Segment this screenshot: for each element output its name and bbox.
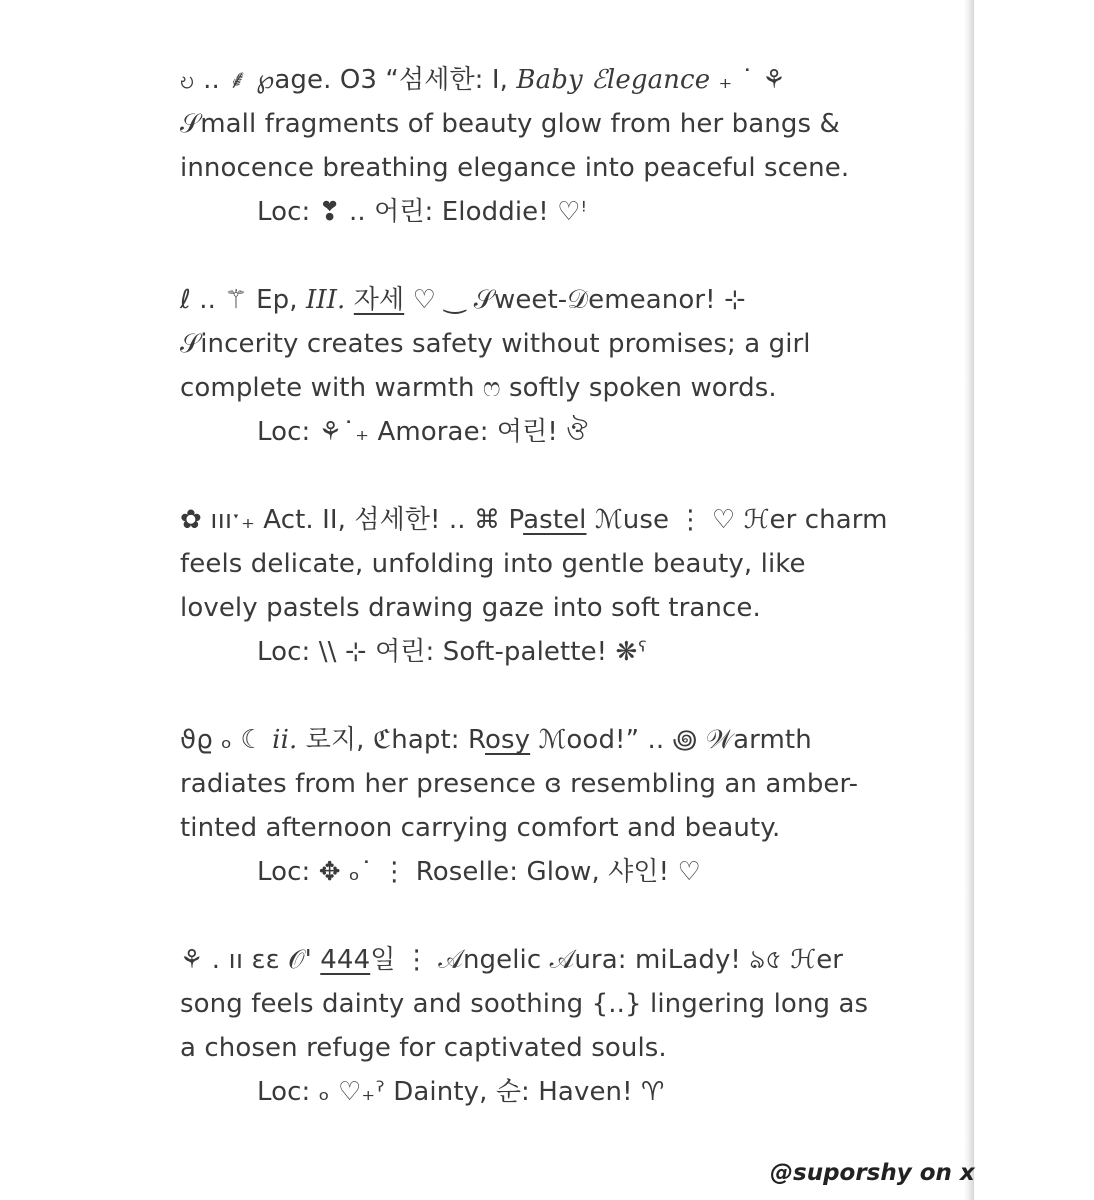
- entry: [180, 278, 920, 454]
- entry-heading: ϑϱ ₒ ☾ ii. 로지, ℭhapt: Rosy ℳood!” .. ꩜ 𝒲armth: [180, 725, 812, 755]
- entry: [180, 938, 920, 1114]
- entry-location: Loc: \\ ⊹ 여린: Soft-palette! ❋ˁ: [257, 637, 648, 667]
- entry-body-line: feels delicate, unfolding into gentle beauty, like: [180, 549, 806, 579]
- entry-location: Loc: ₒ ♡₊ˀ Dainty, 순: Haven! ♈: [257, 1077, 665, 1107]
- entry-heading: ✿ ıııˑ₊ Act. II, 섬세한! .. ⌘ Pastel ℳuse ⋮ ♡ ℋer charm: [180, 505, 888, 535]
- entry-body-line: innocence breathing elegance into peaceful scene.: [180, 153, 850, 183]
- entry-heading: ဎ .. ⸙ ℘age. O3 “섬세한: I, Baby ℰlegance ₊ ˙ ⚘: [180, 65, 786, 95]
- entry-body-line: a chosen refuge for captivated souls.: [180, 1033, 667, 1063]
- entry-body-line: 𝒮incerity creates safety without promises; a girl: [180, 329, 811, 359]
- entry: [180, 58, 920, 234]
- entry-body-line: radiates from her presence ɞ resembling an amber-: [180, 769, 859, 799]
- entry: [180, 498, 920, 674]
- page-edge-right: [964, 0, 974, 1200]
- entry-location: Loc: ✥ ₒ˙ ⋮ Roselle: Glow, 샤인! ♡: [257, 857, 701, 887]
- entry-heading: ℓ .. ⚚ Ep, III. 자세 ♡ ‿ 𝒮weet-𝒟emeanor! ⊹: [180, 285, 746, 315]
- entry-body-line: lovely pastels drawing gaze into soft trance.: [180, 593, 761, 623]
- entry-body-line: song feels dainty and soothing {..} lingering long as: [180, 989, 869, 1019]
- entry-body-line: tinted afternoon carrying comfort and beauty.: [180, 813, 781, 843]
- entry-body-line: 𝒮mall fragments of beauty glow from her bangs &: [180, 109, 840, 139]
- entry-location: Loc: ⚘˙₊ Amorae: 여린! ঔ: [257, 417, 588, 447]
- entry-list: [180, 58, 920, 1158]
- entry-location: Loc: ❣ .. 어린: Eloddie! ♡ꜝ: [257, 197, 588, 227]
- entry-body-line: complete with warmth ෆ softly spoken words.: [180, 373, 777, 403]
- entry: [180, 718, 920, 894]
- entry-heading: ⚘ . ıı ɛɛ 𝒪' 444일 ⋮ 𝒜ngelic 𝒜ura: miLady! ঌ৫ ℋer: [180, 945, 844, 975]
- watermark-credit: @suporshy on x: [770, 1160, 975, 1186]
